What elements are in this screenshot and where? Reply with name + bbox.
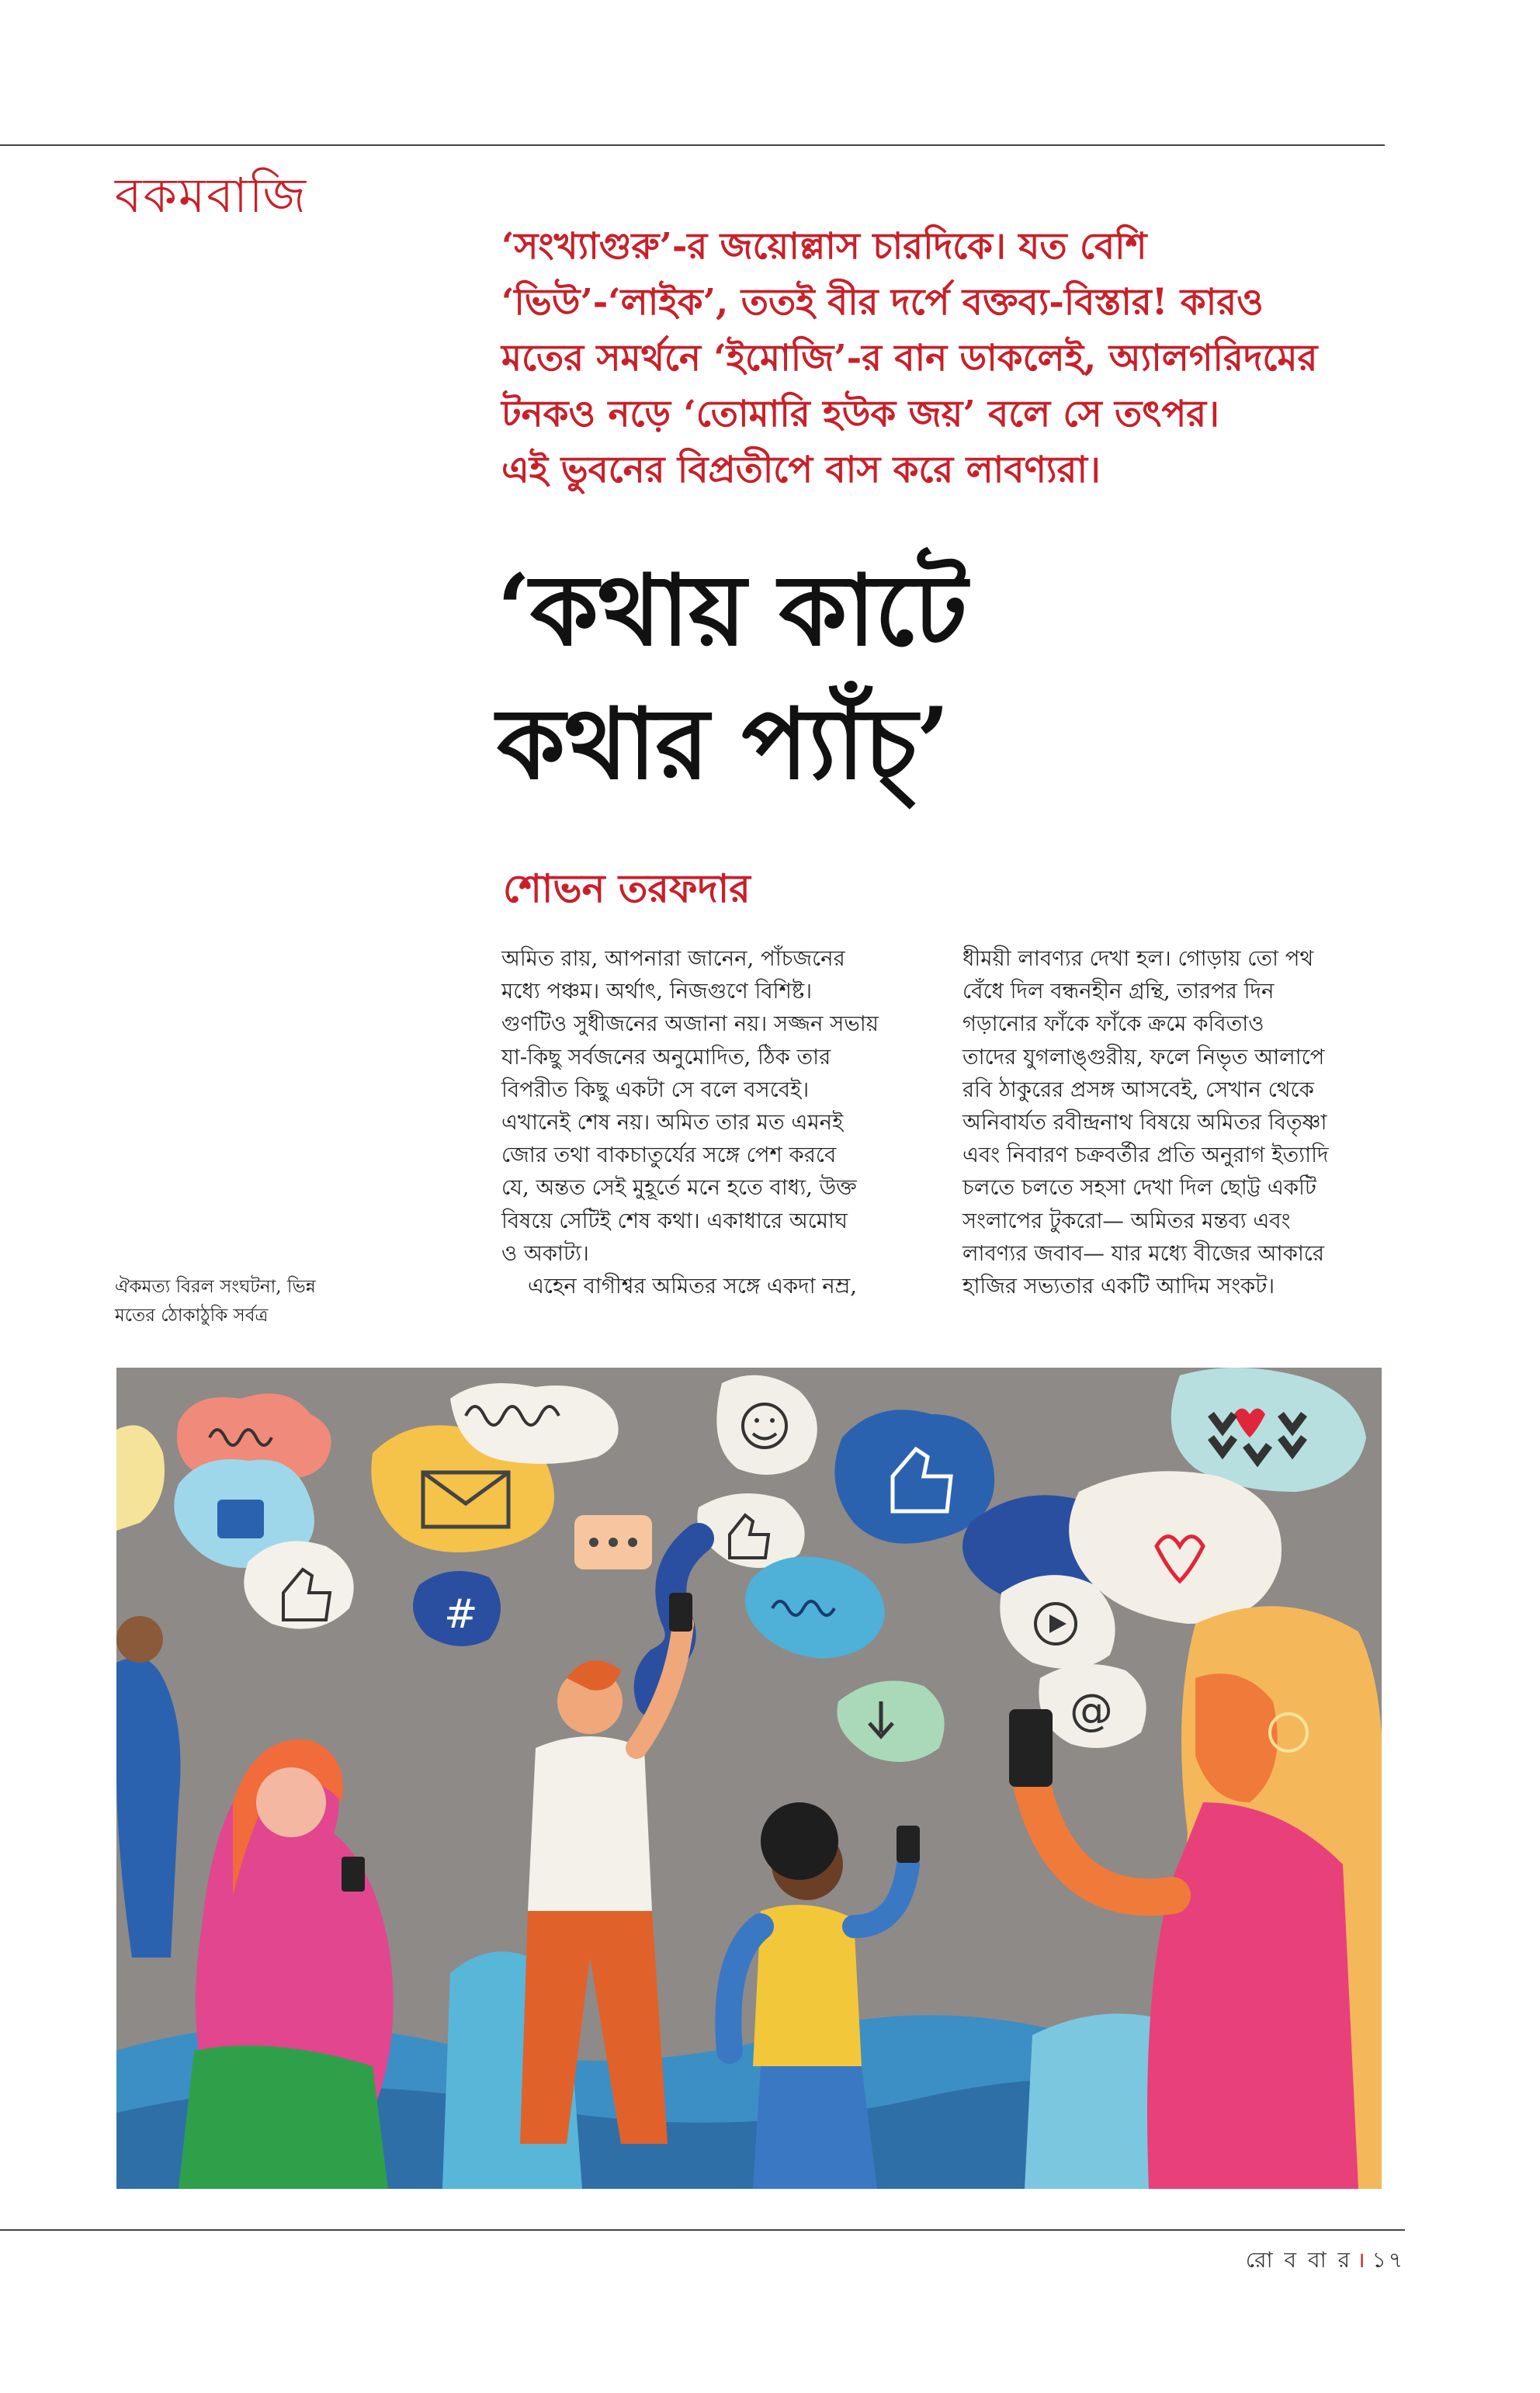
body-line: অনিবার্যত রবীন্দ্রনাথ বিষয়ে অমিতর বিতৃষ্ণা bbox=[962, 1110, 1327, 1136]
body-line: এখানেই শেষ নয়। অমিত তার মত এমনই bbox=[501, 1110, 844, 1136]
article-headline bbox=[497, 543, 966, 810]
intro-line: ‘ভিউ’-‘লাইক’, ততই বীর দর্পে বক্তব্য-বিস্তার! কারও bbox=[501, 281, 1264, 324]
body-line: ধীময়ী লাবণ্যর দেখা হল। গোড়ায় তো পথ bbox=[962, 946, 1314, 971]
bottom-rule bbox=[0, 2229, 1405, 2231]
svg-text:@: @ bbox=[1070, 1685, 1113, 1736]
body-line: এবং নিবারণ চক্রবর্তীর প্রতি অনুরাগ ইত্যাদি bbox=[962, 1143, 1329, 1168]
body-line: মধ্যে পঞ্চম। অর্থাৎ, নিজগুণে বিশিষ্ট। bbox=[501, 979, 813, 1004]
body-line: লাবণ্যর জবাব— যার মধ্যে বীজের আকারে bbox=[962, 1240, 1324, 1266]
image-caption bbox=[115, 1273, 316, 1330]
headline-line-2: কথার প্যাঁচ্’ bbox=[497, 686, 949, 801]
intro-line: ‘সংখ্যাগুরু’-র জয়োল্লাস চারদিকে। যত বেশি bbox=[501, 225, 1147, 268]
footer-separator: । bbox=[1357, 2247, 1368, 2273]
body-line: হাজির সভ্যতার একটি আদিম সংকট। bbox=[962, 1274, 1275, 1299]
page-footer bbox=[1246, 2243, 1405, 2280]
body-line: গড়ানোর ফাঁকে ফাঁকে ক্রমে কবিতাও bbox=[962, 1011, 1264, 1037]
intro-line: এই ভুবনের বিপ্রতীপে বাস করে লাবণ্যরা। bbox=[501, 449, 1101, 491]
at-sign-icon bbox=[1070, 1685, 1113, 1736]
body-column-1 bbox=[501, 942, 936, 1302]
page-number: ১৭ bbox=[1372, 2247, 1405, 2273]
body-line: যা-কিছু সর্বজনের অনুমোদিত, ঠিক তার bbox=[501, 1044, 831, 1070]
caption-line: ঐকমত্য বিরল সংঘটনা, ভিন্ন bbox=[115, 1277, 316, 1297]
body-line: এহেন বাগীশ্বর অমিতর সঙ্গে একদা নম্র, bbox=[528, 1274, 858, 1299]
thumbs-down-icon bbox=[217, 1500, 264, 1538]
intro-blurb bbox=[501, 219, 1394, 498]
social-media-illustration bbox=[116, 1368, 1382, 2189]
body-line: জোর তথা বাকচাতুর্যের সঙ্গে পেশ করবে bbox=[501, 1143, 837, 1168]
headline-line-1: ‘কথায় কাটে bbox=[497, 553, 967, 668]
caption-line: মতের ঠোকাঠুকি সর্বত্র bbox=[115, 1306, 269, 1326]
body-line: বিপরীত কিছু একটা সে বলে বসবেই। bbox=[501, 1077, 810, 1102]
magazine-name: রো ব বা র bbox=[1245, 2247, 1352, 2273]
body-line: যে, অন্তত সেই মুহূর্তে মনে হতে বাধ্য, উক্ত bbox=[501, 1175, 857, 1201]
body-line: তাদের যুগলাঙ্গুরীয়, ফলে নিভৃত আলাপে bbox=[962, 1044, 1325, 1070]
body-column-2 bbox=[962, 942, 1397, 1302]
chat-dots-icon bbox=[589, 1538, 637, 1547]
section-label: বকমবাজি bbox=[115, 167, 308, 224]
intro-line: টনকও নড়ে ‘তোমারি হউক জয়’ বলে সে তৎপর। bbox=[501, 393, 1219, 435]
body-line: গুণটিও সুধীজনের অজানা নয়। সজ্জন সভায় bbox=[501, 1011, 879, 1037]
body-line: ও অকাট্য। bbox=[501, 1240, 589, 1266]
author-byline: শোভন তরফদার bbox=[503, 865, 751, 911]
body-line: অমিত রায়, আপনারা জানেন, পাঁচজনের bbox=[501, 946, 845, 971]
body-line: বেঁধে দিল বন্ধনহীন গ্রন্থি, তারপর দিন bbox=[962, 979, 1275, 1004]
body-line: রবি ঠাকুরের প্রসঙ্গ আসবেই, সেখান থেকে bbox=[962, 1077, 1314, 1102]
body-line: চলতে চলতে সহসা দেখা দিল ছোট্ট একটি bbox=[962, 1175, 1316, 1201]
body-line: বিষয়ে সেটিই শেষ কথা। একাধারে অমোঘ bbox=[501, 1208, 848, 1233]
hashtag-icon bbox=[444, 1591, 478, 1638]
top-rule bbox=[0, 144, 1385, 146]
body-line: সংলাপের টুকরো— অমিতর মন্তব্য এবং bbox=[962, 1208, 1291, 1233]
intro-line: মতের সমর্থনে ‘ইমোজি’-র বান ডাকলেই, অ্যালগরিদমের bbox=[501, 337, 1318, 380]
svg-text:#: # bbox=[444, 1591, 478, 1638]
